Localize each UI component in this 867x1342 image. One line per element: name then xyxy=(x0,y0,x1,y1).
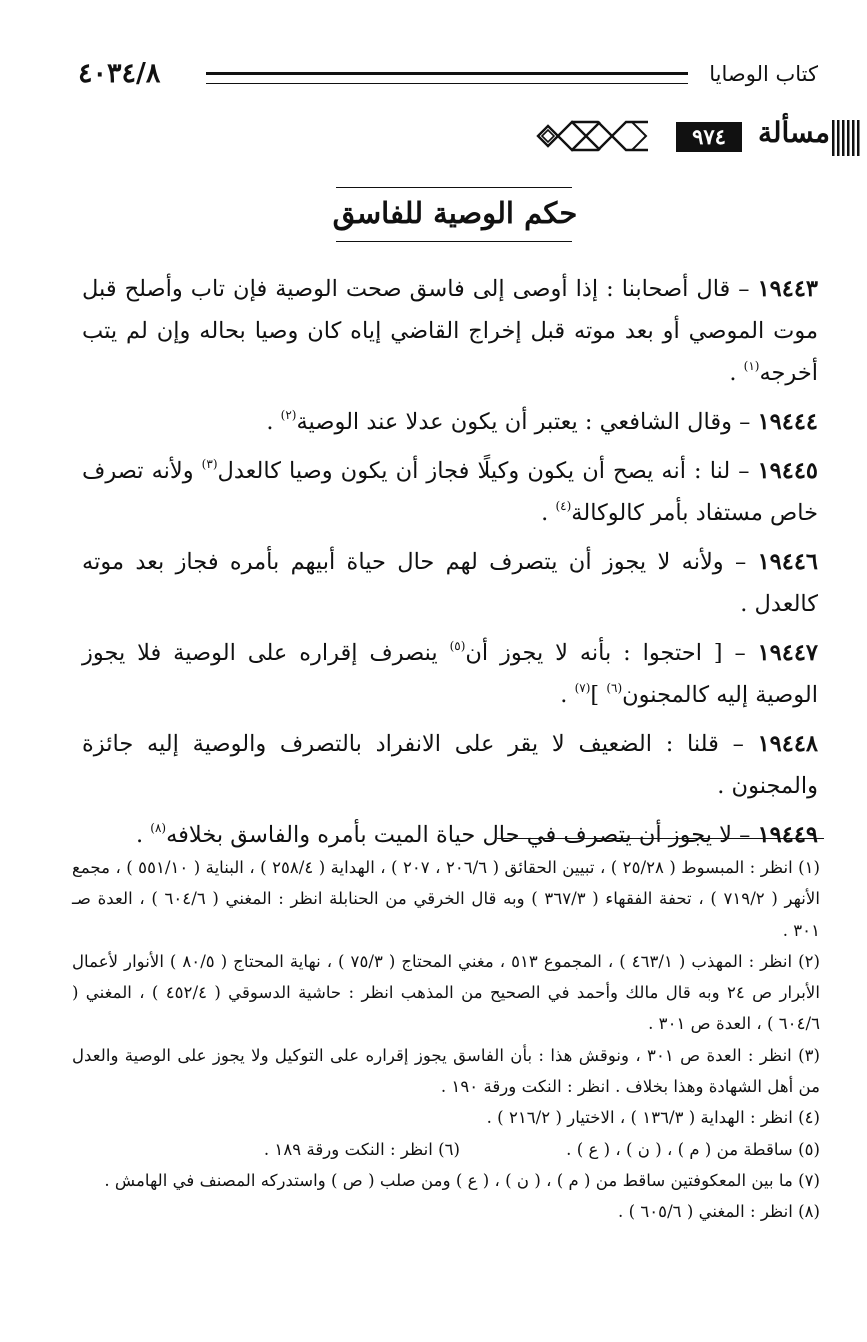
title-bottom-rule xyxy=(336,241,572,242)
page-number: ٤٠٣٤/٨ xyxy=(78,58,161,89)
footnote-ref: (٣) xyxy=(201,457,218,471)
footnote-1: (١) انظر : المبسوط ( ٢٥/٢٨ ) ، تبيين الحقائق ( ٢٠٦/٦ ، ٢٠٧ ) ، الهداية ( ٢٥٨/٤ ) ، البناية ( ٥٥١/١٠ ) ، مجمع الأنهر ( ٧١٩/٢ ) ، تحفة الفقهاء ( ٣٦٧/٣ ) وبه قال الخرقي من الحنابلة انظر : المغني ( ٦٠٤/٦ ) ، العدة صـ ٣٠١ . xyxy=(72,858,821,940)
paragraph-number: ١٩٤٤٧ xyxy=(757,640,818,666)
header-rule xyxy=(206,72,688,84)
paragraph-19446 xyxy=(82,541,818,625)
footnote-8: (٨) انظر : المغني ( ٦٠٥/٦ ) . xyxy=(618,1202,820,1222)
footnote-ref: (٤) xyxy=(555,499,572,513)
paragraph-text-3: ] xyxy=(590,682,607,708)
bars-icon xyxy=(832,120,862,156)
paragraph-number: ١٩٤٤٨ xyxy=(757,731,818,757)
footnote-ref: (٥) xyxy=(449,639,466,653)
issue-banner xyxy=(528,113,866,161)
paragraph-text-2: ولأنه تصرف خاص مستفاد بأمر كالوكالة xyxy=(82,458,818,526)
paragraph-text: – لا يجوز أن يتصرف في حال حياة الميت بأمره والفاسق بخلافه xyxy=(166,822,758,848)
running-header xyxy=(78,58,818,98)
paragraph-19445 xyxy=(82,450,818,534)
footnote-7: (٧) ما بين المعكوفتين ساقط من ( م ) ، ( ن ) ، ( ع ) ومن صلب ( ص ) واستدركه المصنف في الهامش . xyxy=(104,1170,820,1190)
paragraph-number: ١٩٤٤٦ xyxy=(757,549,818,575)
footnote-ref: (٧) xyxy=(574,681,591,695)
footnote-separator xyxy=(497,838,824,839)
paragraph-number: ١٩٤٤٤ xyxy=(757,409,818,435)
ornament-icon xyxy=(528,113,660,159)
footnote-row-5-6 xyxy=(72,1134,820,1165)
title-top-rule xyxy=(336,187,572,188)
paragraph-text: – وقال الشافعي : يعتبر أن يكون عدلا عند الوصية xyxy=(296,409,758,435)
footnote-ref: (٢) xyxy=(280,408,297,422)
body-text xyxy=(82,268,818,863)
footnotes xyxy=(72,852,820,1228)
paragraph-text: – قلنا : الضعيف لا يقر على الانفراد بالتصرف والوصية إليه جائزة والمجنون . xyxy=(82,731,818,799)
paragraph-tail: . xyxy=(729,360,744,386)
paragraph-tail: . xyxy=(541,500,556,526)
paragraph-number: ١٩٤٤٩ xyxy=(757,822,818,848)
footnote-4: (٤) انظر : الهداية ( ١٣٦/٣ ) ، الاختيار ( ٢١٦/٢ ) . xyxy=(486,1108,820,1128)
paragraph-19449 xyxy=(82,814,818,856)
issue-label: مسألة xyxy=(757,116,830,149)
paragraph-text: – [ احتجوا : بأنه لا يجوز أن xyxy=(465,640,758,666)
section-title: حكم الوصية للفاسق xyxy=(332,196,578,230)
paragraph-text: – ولأنه لا يجوز أن يتصرف لهم حال حياة أبيهم بأمره فجاز بعد موته كالعدل . xyxy=(82,549,818,617)
footnote-6: (٦) انظر : النكت ورقة ١٨٩ . xyxy=(263,1139,460,1159)
paragraph-text: – قال أصحابنا : إذا أوصى إلى فاسق صحت الوصية فإن تاب وأصلح قبل موت الموصي أو بعد موته قبل إخراج القاضي إياه كان وصيا بحاله وإن لم يتب أخرجه xyxy=(82,276,818,386)
paragraph-number: ١٩٤٤٣ xyxy=(757,276,818,302)
issue-number-badge: ٩٧٤ xyxy=(676,122,742,152)
book-title: كتاب الوصايا xyxy=(709,62,818,86)
paragraph-19448 xyxy=(82,723,818,807)
footnote-ref: (٦) xyxy=(606,681,623,695)
paragraph-text-2: ينصرف إقراره على الوصية فلا يجوز الوصية إليه كالمجنون xyxy=(82,640,818,708)
paragraph-19443 xyxy=(82,268,818,394)
paragraph-number: ١٩٤٤٥ xyxy=(757,458,819,484)
paragraph-tail: . xyxy=(135,822,151,848)
footnote-2: (٢) انظر : المهذب ( ٤٦٣/١ ) ، المجموع ٥١٣ ، مغني المحتاج ( ٧٥/٣ ) ، نهاية المحتاج ( ٨٠/٥ ) الأنوار لأعمال الأبرار ص ٢٤ وبه قال مالك وأحمد في الصحيح من المذهب انظر : حاشية الدسوقي ( ٤٥٢/٤ ) ، المغني ( ٦٠٤/٦ ) ، العدة ص ٣٠١ . xyxy=(72,951,821,1034)
footnote-ref: (١) xyxy=(743,359,760,373)
footnote-5: (٥) ساقطة من ( م ) ، ( ن ) ، ( ع ) . xyxy=(566,1139,820,1159)
footnote-3: (٣) انظر : العدة ص ٣٠١ ، ونوقش هذا : بأن الفاسق يجوز إقراره على التوكيل ولا يجوز على الوصية والعدل من أهل الشهادة وهذا بخلاف . انظر : النكت ورقة ١٩٠ . xyxy=(72,1045,820,1097)
paragraph-text: – لنا : أنه يصح أن يكون وكيلًا فجاز أن يكون وصيا كالعدل xyxy=(217,458,758,484)
paragraph-19444 xyxy=(82,401,818,443)
paragraph-19447 xyxy=(82,632,818,716)
paragraph-tail: . xyxy=(266,409,281,435)
footnote-ref: (٨) xyxy=(150,821,167,835)
paragraph-tail: . xyxy=(560,682,575,708)
